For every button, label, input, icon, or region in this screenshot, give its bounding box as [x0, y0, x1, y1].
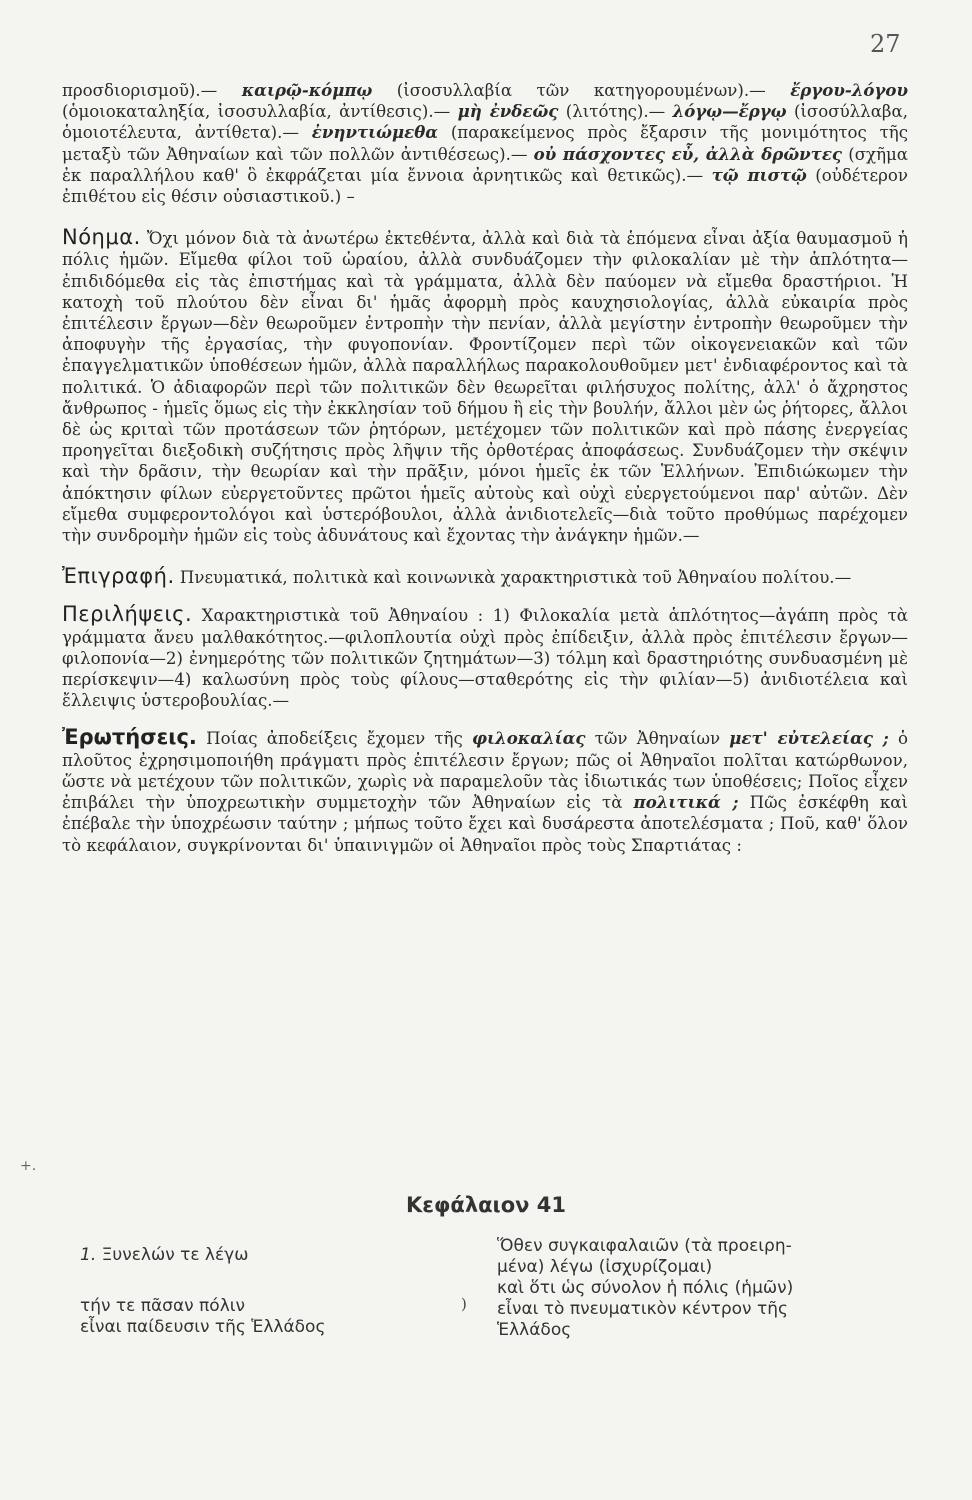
- note-text: (οὐδέτερον ἐπιθέτου εἰς θέσιν οὐσιαστικοῦ.) –: [62, 165, 908, 207]
- original-text: Ξυνελών τε λέγω: [96, 1245, 249, 1265]
- note-text: (ἰσοσυλλαβία τῶν κατηγορουμένων).—: [372, 81, 791, 100]
- original-text: τήν τε πᾶσαν πόλιν: [80, 1296, 246, 1316]
- original-text-line-1: [80, 1245, 248, 1266]
- perilipseis-text: Χαρακτηριστικὰ τοῦ Ἀθηναίου : 1) Φιλοκαλία μετὰ ἁπλότητος—ἀγάπη πρὸς τὰ γράμματα ἄνευ μαλθακότητος.—φιλοπλουτία οὐχὶ πρὸς ἐπίδειξιν, ἀλλὰ πρὸς ἐπιτέλεσιν ἔργων—φιλοπονία—2) ἐνημερότης τῶν πολιτικῶν ζητημάτων—3) τόλμη καὶ δραστηριότης συνδυασμένη μὲ περίσκεψιν—4) καλωσύνη πρὸς τοὺς φίλους—σταθερότης εἰς τὴν φιλίαν—5) ἀνιδιοτέλεια καὶ ἔλλειψις ὑστεροβουλίας.—: [62, 606, 908, 711]
- note-text: (παρακείμενος πρὸς ἔξαρσιν τῆς μονιμότητος τῆς μεταξὺ τῶν Ἀθηναίων καὶ τῶν πολλῶν ἀντιθέσεως).—: [62, 123, 908, 164]
- bracket-mark: ): [461, 1295, 467, 1313]
- quoted-phrase: τῷ πιστῷ: [711, 164, 807, 185]
- emphasized-term: μετ' εὐτελείας ;: [729, 728, 889, 749]
- question-text: Πῶς ἐσκέφθη καὶ ἐπέβαλε τὴν ὑποχρέωσιν ταύτην ; μήπως τοῦτο ἔχει καὶ δυσάρεστα ἀποτελέσματα ; Ποῦ, καθ' ὅλον τὸ κεφάλαιον, συγκρίνονται δι' ὑπαινιγμῶν οἱ Ἀθηναῖοι πρὸς τοὺς Σπαρτιάτας :: [62, 793, 909, 855]
- erotiseis-section: [62, 727, 908, 855]
- translation-line: καὶ ὅτι ὡς σύνολον ἡ πόλις (ἡμῶν): [497, 1278, 794, 1298]
- quoted-phrase: καιρῷ-κόμπῳ: [241, 80, 373, 100]
- page-number: 27: [870, 30, 901, 58]
- translation-line: μένα) λέγω (ἰσχυρίζομαι): [497, 1257, 713, 1277]
- perilipseis-heading: Περιλήψεις.: [62, 602, 193, 627]
- chapter-title: Κεφάλαιον 41: [406, 1193, 566, 1217]
- quoted-phrase: ἐνηντιώμεθα: [311, 122, 439, 143]
- noima-heading: Νόημα.: [62, 225, 141, 250]
- note-text: (σχῆμα ἐκ παραλλήλου καθ' ὃ ἐκφράζεται μία ἔννοια ἀρνητικῶς καὶ θετικῶς).—: [62, 144, 909, 185]
- notes-paragraph: [62, 80, 908, 207]
- perilipseis-section: [62, 604, 908, 711]
- quoted-phrase: λόγῳ—ἔργῳ: [672, 101, 787, 122]
- question-text: τῶν Ἀθηναίων: [585, 729, 730, 749]
- question-text: Ποίας ἀποδείξεις ἔχομεν τῆς: [196, 729, 473, 749]
- margin-mark: +.: [20, 1158, 37, 1174]
- epigrafi-section: [62, 566, 908, 588]
- original-text-lines: [80, 1296, 325, 1338]
- erotiseis-heading: Ἐρωτήσεις.: [62, 725, 197, 750]
- original-text: εἶναι παίδευσιν τῆς Ἑλλάδος: [80, 1317, 326, 1337]
- note-text: προσδιορισμοῦ).—: [62, 81, 242, 100]
- quoted-phrase: μὴ ἐνδεῶς: [457, 101, 559, 122]
- noima-section: [62, 227, 908, 546]
- verse-number: 1.: [80, 1245, 97, 1265]
- note-text: (ἰσοσύλλαβα, ὁμοιοτέλευτα, ἀντίθετα).—: [62, 102, 908, 143]
- epigrafi-text: Πνευματικά, πολιτικὰ καὶ κοινωνικὰ χαρακτηριστικὰ τοῦ Ἀθηναίου πολίτου.—: [174, 568, 852, 588]
- quoted-phrase: ἔργου-λόγου: [790, 80, 908, 100]
- quoted-phrase: οὐ πάσχοντες εὖ, ἀλλὰ δρῶντες: [533, 143, 843, 164]
- page-body: [62, 80, 908, 856]
- noima-text: Ὄχι μόνον διὰ τὰ ἀνωτέρω ἐκτεθέντα, ἀλλὰ καὶ διὰ τὰ ἑπόμενα εἶναι ἀξία θαυμασμοῦ ἡ πόλις ἡμῶν. Εἴμεθα φίλοι τοῦ ὡραίου, ἀλλὰ συνδυάζομεν τὴν φιλοκαλίαν μὲ τὴν ἁπλότητα—ἐπιδιδόμεθα εἰς τὰς ἐπιστήμας καὶ τὰ γράμματα, ἀλλὰ δὲν παύομεν νὰ εἴμεθα δραστήριοι. Ἡ κατοχὴ τοῦ πλούτου δὲν εἶναι δι' ἡμᾶς ἀφορμὴ πρὸς καυχησιολογίας, ἀλλὰ εὐκαιρία πρὸς ἐπιτέλεσιν ἔργων—δὲν θεωροῦμεν ἐντροπὴν τὴν πενίαν, ἀλλὰ μεγίστην ἐντροπὴν θεωροῦμεν τὴν ἀποφυγὴν τῆς ἐργασίας, τὴν φυγοπονίαν. Φροντίζομεν περὶ τῶν οἰκογενειακῶν καὶ τῶν ἐπαγγελματικῶν ὑποθέσεων ἡμῶν, ἀλλὰ παραλλήλως παρακολουθοῦμεν μετ' ἐνδιαφέροντος καὶ τὰ πολιτικά. Ὁ ἀδιαφορῶν περὶ τῶν πολιτικῶν δὲν θεωρεῖται φιλήσυχος πολίτης, ἀλλ' ὁ ἄχρηστος ἄνθρωπος - ἡμεῖς ὅμως εἰς τὴν ἐκκλησίαν τοῦ δήμου ἢ εἰς τὴν βουλήν, ἄλλοι μὲν ὡς ῥήτορες, ἄλλοι δὲ ὡς κριταὶ τῶν προτάσεων τῶν ῥητόρων, μετέχομεν τῶν πολιτικῶν καὶ πρὸ πάσης ἐνεργείας προηγεῖται διεξοδικὴ συζήτησις πρὸς λῆψιν τῆς ὀρθοτέρας ἀποφάσεως. Συνδυάζομεν τὴν σκέψιν καὶ τὴν δρᾶσιν, τὴν θεωρίαν καὶ τὴν πρᾶξιν, μόνοι ἡμεῖς ἐκ τῶν Ἑλλήνων. Ἐπιδιώκωμεν τὴν ἀπόκτησιν φίλων εὐεργετοῦντες πρῶτοι ἡμεῖς αὐτοὺς καὶ οὐχὶ εὐεργετούμενοι παρ' αὐτῶν. Δὲν εἴμεθα συμφεροντολόγοι καὶ ὑστερόβουλοι, ἀλλὰ ἀνιδιοτελεῖς—διὰ τοῦτο προθύμως παρέχομεν τὴν συνδρομὴν ἡμῶν εἰς τοὺς ἀδυνάτους καὶ ἔχοντας τὴν ἀνάγκην ἡμῶν.—: [62, 229, 908, 546]
- translation-line: Ἑλλάδος: [497, 1320, 572, 1340]
- emphasized-term: φιλοκαλίας: [472, 728, 586, 749]
- translation-line: εἶναι τὸ πνευματικὸν κέντρον τῆς: [497, 1299, 788, 1319]
- translation-line: Ὅθεν συγκαιφαλαιῶν (τὰ προειρη-: [497, 1236, 792, 1256]
- note-text: (λιτότης).—: [558, 102, 673, 122]
- note-text: (ὁμοιοκαταληξία, ἰσοσυλλαβία, ἀντίθεσις).—: [62, 102, 458, 122]
- epigrafi-heading: Ἐπιγραφή.: [62, 564, 175, 589]
- question-text: ὁ πλοῦτος ἐχρησιμοποιήθη πράγματι πρὸς ἐπιτέλεσιν ἔργων; πῶς οἱ Ἀθηναῖοι πολῖται κατώρθωνον, ὥστε νὰ μετέχουν τῶν πολιτικῶν, χωρὶς νὰ παραμελοῦν τὰς ἰδιωτικάς των ὑποθέσεις; Ποῖος εἶχεν ἐπιβάλει τὴν ὑποχρεωτικὴν συμμετοχὴν τῶν Ἀθηναίων εἰς τὰ: [62, 729, 908, 813]
- translation-text: [497, 1236, 917, 1341]
- emphasized-term: πολιτικά ;: [633, 792, 739, 813]
